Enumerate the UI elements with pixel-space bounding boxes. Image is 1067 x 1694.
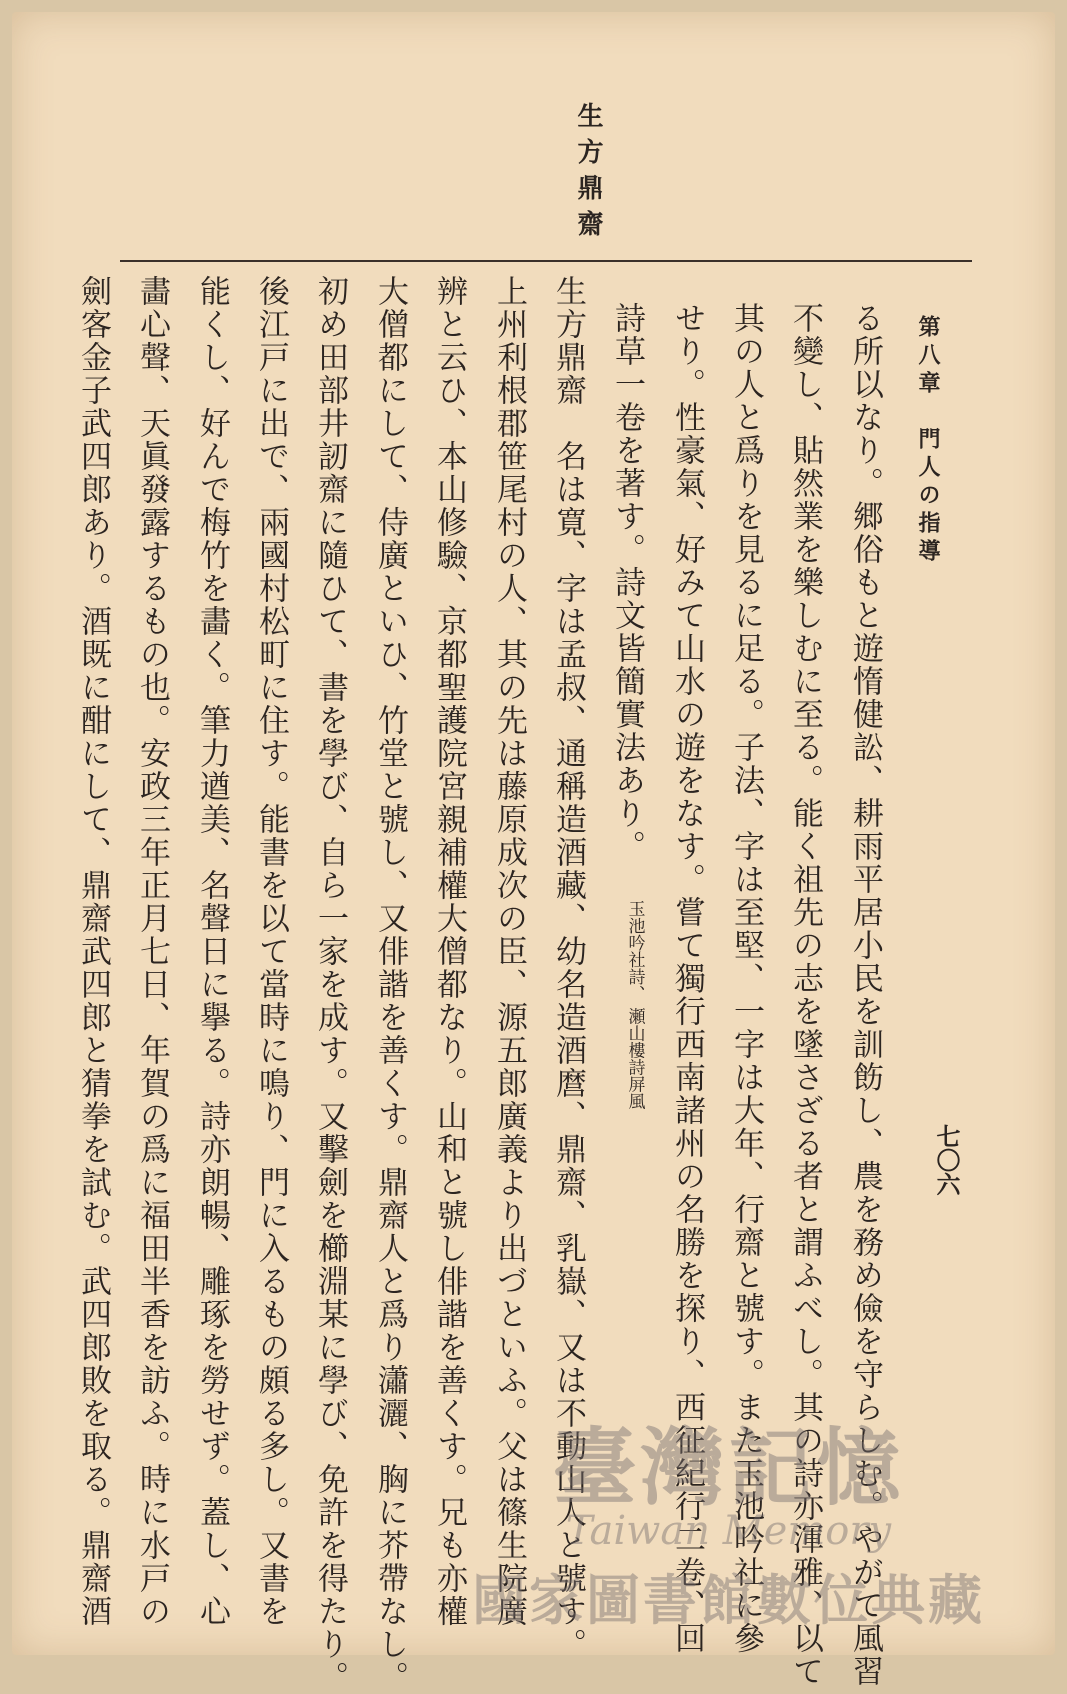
text-column: 詩草一卷を著す。詩文皆簡實法あり。 (609, 302, 645, 863)
text-column: 初め田部井訒齋に隨ひて、書を學び、自ら一家を成す。又擊劍を櫛淵某に學び、免許を得たり。 (312, 275, 348, 1694)
text-column: 不變し、貼然業を樂しむに至る。能く祖先の志を墜さざる者と謂ふべし。其の詩亦渾雅、以て (787, 302, 823, 1688)
inline-note-line: 玉池吟社詩、 (624, 900, 645, 1002)
text-column: 劍客金子武四郎あり。酒既に酣にして、鼎齋武四郎と猜拳を試む。武四郎敗を取る。鼎齋酒 (75, 275, 111, 1628)
text-column: 其の人と爲りを見るに足る。子法、字は至堅、一字は大年、行齋と號す。また玉池吟社に參 (728, 302, 764, 1655)
inline-note (624, 900, 644, 1109)
watermark-chinese: 臺灣記憶 (552, 1418, 905, 1517)
text-column: 後江戸に出で、兩國村松町に住す。能書を以て當時に鳴り、門に入るもの頗る多し。又書を (253, 275, 289, 1628)
book-page (12, 12, 1055, 1694)
text-column: 生方鼎齋 名は寛、字は孟叔、通稱造酒藏、幼名造酒麿、鼎齋、乳嶽、又は不動山人と號す。 (550, 275, 586, 1661)
header-rule (120, 260, 972, 262)
inline-note-line: 瀬山樓詩屏風 (624, 1007, 645, 1110)
page-number: 七〇六 (932, 1124, 961, 1196)
text-column: 能くし、好んで梅竹を畵く。筆力遒美、名聲日に擧る。詩亦朗暢、雕琢を勞せず。蓋し、心 (194, 275, 230, 1628)
text-column: る所以なり。郷俗もと遊惰健訟、耕雨平居小民を訓飭し、農を務め儉を守らしむ。やがて風習 (847, 302, 883, 1688)
running-header-title: 生方鼎齋 (573, 102, 603, 246)
text-column: 上州利根郡笹尾村の人、其の先は藤原成次の臣、源五郎廣義より出づといふ。父は篠生院廣 (491, 275, 527, 1628)
chapter-heading: 第八章 門人の指導 (915, 315, 941, 567)
watermark-org: 國家圖書館數位典藏 (472, 1568, 985, 1632)
text-column: せり。性豪氣、好みて山水の遊をなす。嘗て獨行西南諸州の名勝を探り、西征紀行二卷、回 (669, 302, 705, 1655)
text-column: 辨と云ひ、本山修驗、京都聖護院宮親補權大僧都なり。山和と號し俳諧を善くす。兄も亦權 (431, 275, 467, 1628)
watermark-english: Taiwan Memory (565, 1508, 892, 1554)
text-column: 畵心聲、天眞發露するもの也。安政三年正月七日、年賀の爲に福田半香を訪ふ。時に水戸の (134, 275, 170, 1628)
text-column: 大僧都にして、侍廣といひ、竹堂と號し、又俳諧を善くす。鼎齋人と爲り瀟灑、胸に芥帶なし。 (372, 275, 408, 1694)
